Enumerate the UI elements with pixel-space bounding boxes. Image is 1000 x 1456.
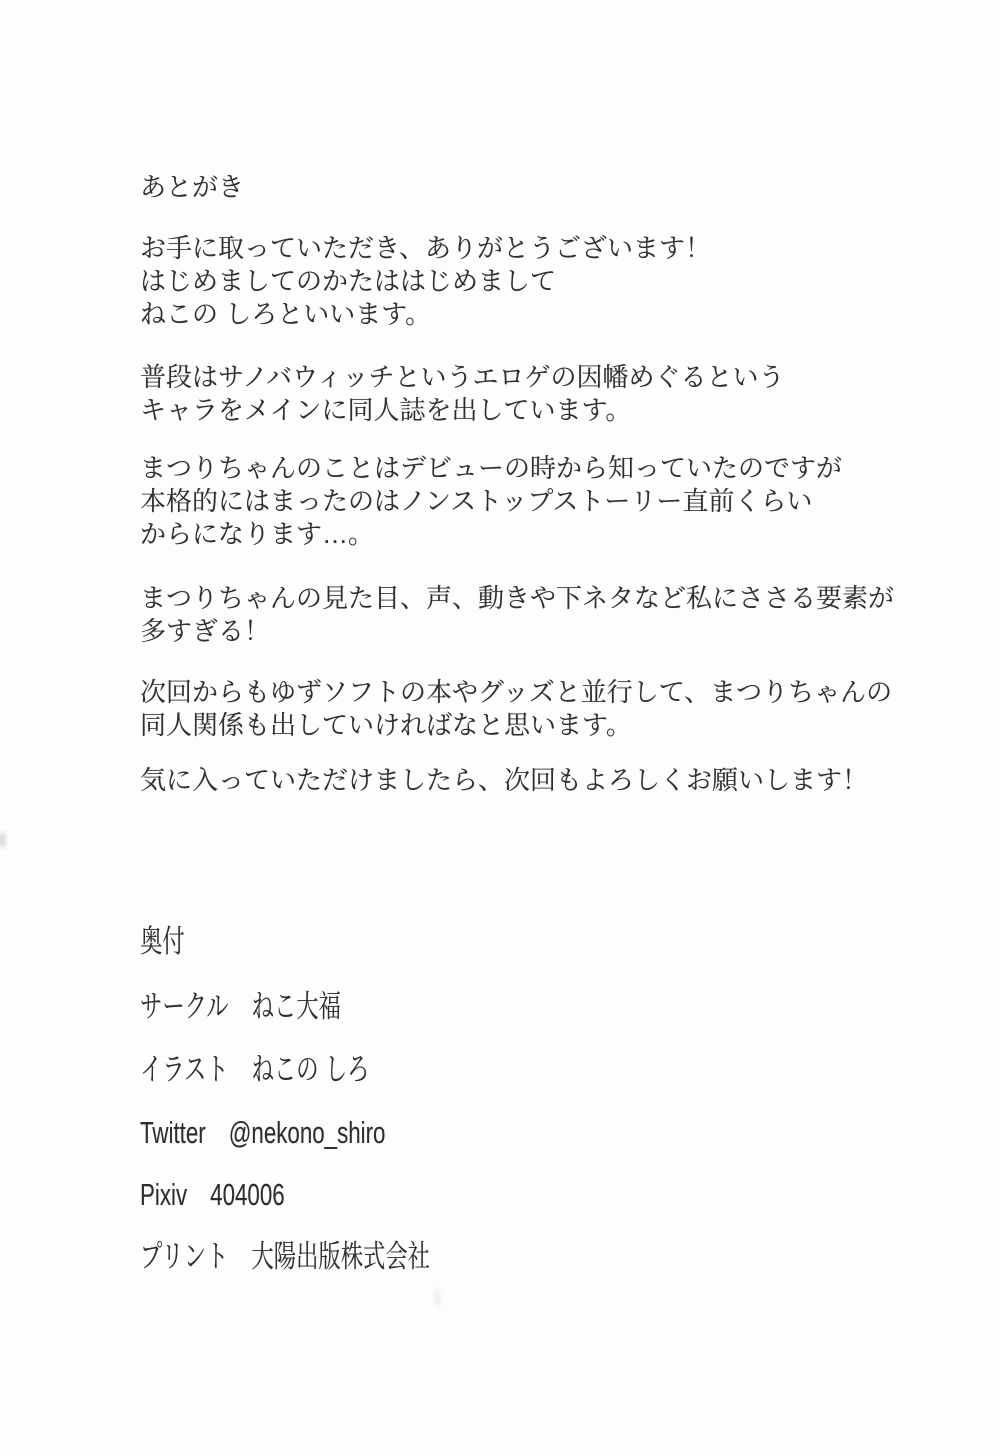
text-line: 気に入っていただけましたら、次回もよろしくお願いします！: [140, 765, 869, 795]
text-line: はじめましてのかたははじめまして: [140, 266, 557, 296]
text-line: からになります…。: [140, 519, 375, 549]
text-line: キャラをメインに同人誌を出しています。: [140, 395, 632, 425]
colophon-value: 404006: [210, 1177, 285, 1212]
colophon-value: @nekono_shiro: [228, 1115, 386, 1150]
colophon-value: 大陽出版株式会社: [251, 1239, 430, 1274]
colophon-label: イラスト: [140, 1052, 229, 1087]
afterword-paragraph-2: [140, 361, 785, 427]
text-line: 多すぎる！: [140, 616, 271, 646]
scan-smudge-left-edge: [0, 832, 6, 848]
colophon-title: 奥付: [140, 924, 185, 959]
afterword-paragraph-4: [140, 582, 894, 648]
colophon-row-pixiv: [140, 1177, 285, 1213]
text-line: まつりちゃんのことはデビューの時から知っていたのですが: [140, 453, 843, 483]
colophon-label: Pixiv: [140, 1177, 188, 1212]
text-line: まつりちゃんの見た目、声、動きや下ネタなど私にささる要素が: [140, 583, 895, 613]
text-line: 次回からもゆずソフトの本やグッズと並行して、まつりちゃんの: [140, 677, 893, 707]
text-line: 普段はサノバウィッチというエロゲの因幡めぐるという: [140, 362, 785, 392]
colophon-value: ねこ大福: [251, 989, 341, 1024]
colophon-value: ねこの しろ: [251, 1052, 370, 1087]
colophon-row-illustrator: [140, 1052, 369, 1088]
colophon-row-circle: [140, 989, 341, 1025]
text-line: 本格的にはまったのはノンストップストーリー直前くらい: [140, 486, 813, 516]
colophon-label: Twitter: [140, 1115, 206, 1150]
colophon-row-twitter: [140, 1115, 385, 1151]
colophon-label: サークル: [140, 989, 229, 1024]
afterword-paragraph-1: [140, 232, 711, 331]
afterword-paragraph-5: [140, 676, 892, 742]
text-line: お手に取っていただき、ありがとうございます！: [140, 233, 711, 263]
afterword-paragraph-3: [140, 452, 842, 551]
afterword-title: あとがき: [140, 172, 245, 202]
text-line: ねこの しろといいます。: [140, 299, 432, 329]
text-line: 同人関係も出していければなと思います。: [140, 710, 632, 740]
scan-smudge-bottom: [435, 1288, 440, 1308]
afterword-paragraph-6: [140, 764, 868, 797]
colophon-label: プリント: [140, 1239, 229, 1274]
colophon-row-printer: [140, 1239, 430, 1275]
